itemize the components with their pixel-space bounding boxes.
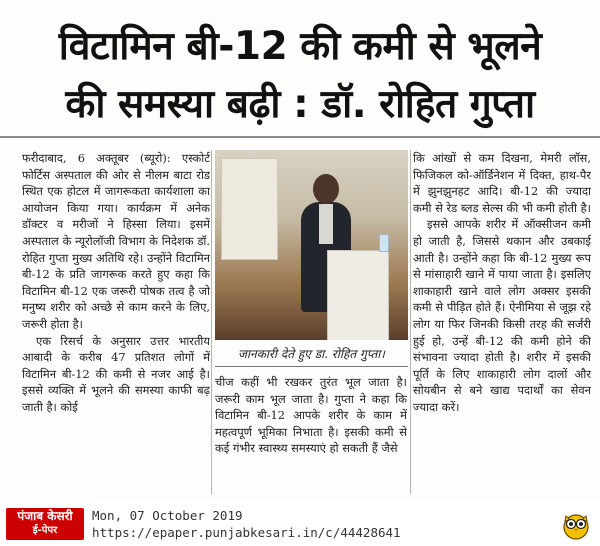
water-glass bbox=[379, 234, 389, 252]
article-column-3 bbox=[413, 150, 591, 496]
column-divider bbox=[410, 150, 411, 494]
projector-screen bbox=[221, 158, 278, 260]
podium bbox=[327, 250, 389, 340]
article-paragraph: चीज कहीं भी रखकर तुरंत भूल जाता है। जरूरी काम भूल जाता है। गुप्ता ने कहा कि विटामिन बी-12 आपके शरीर के काम में महत्वपूर्ण भूमिका निभाता है। इसकी कमी से कई गंभीर स्वास्थ्य समस्याएं हो सकती हैं जैसे bbox=[215, 375, 407, 456]
article-column-1 bbox=[22, 150, 210, 496]
article-paragraph: फरीदाबाद, 6 अक्तूबर (ब्यूरो): एस्कोर्ट फोर्टिस अस्पताल की ओर से नीलम बाटा रोड स्थित एक होटल में जागरूकता कार्यशाला का आयोजन किया गया। कार्यक्रम में अनेक डॉक्टर व मरीजों ने हिस्सा लिया। इसमें अस्पताल के न्यूरोलॉजी विभाग के निदेशक डॉ. रोहित गुप्ता मुख्य अतिथि रहे। उन्होंने विटामिन बी-12 के प्रति जागरूक करते हुए कहा कि विटामिन बी-12 एक जरूरी पोषक तत्व है जो मनुष्य शरीर को अच्छे से काम करने के लिए, जरूरी होता है। bbox=[22, 151, 210, 331]
photo-caption: जानकारी देते हुए डा. रोहित गुप्ता। bbox=[215, 342, 408, 367]
owl-icon bbox=[560, 508, 592, 540]
headline-line-2: की समस्या बढ़ी : डॉ. रोहित गुप्ता bbox=[65, 82, 535, 127]
article-url-link[interactable]: https://epaper.punjabkesari.in/c/44428641 bbox=[92, 525, 401, 540]
article-paragraph: इससे आपके शरीर में ऑक्सीजन कमी हो जाती है, जिससे थकान और उबकाई आती है। उन्होंने कहा कि बी-12 मुख्य रूप से मांसाहारी खाने में पाया जाता है। इसलिए शाकाहारी खाने वाले लोग अक्सर इसकी कमी से पीड़ित होते हैं। ऐनीमिया से जूझ रहे लोग या फिर जिनकी किसी तरह की सर्जरी हुई हो, उन्हें बी-12 की कमी होने की संभावना ज्यादा होती है। शरीर में इसकी पूर्ति के लिए शाकाहारी लोग दालों और सोयबीन से बने खाद्य पदार्थों का सेवन ज्यादा करें। bbox=[413, 217, 591, 414]
headline-line-1: विटामिन बी-12 की कमी से भूलने bbox=[58, 24, 542, 69]
column-divider bbox=[211, 150, 212, 494]
logo-title: पंजाब केसरी bbox=[17, 509, 73, 523]
headline-rule bbox=[0, 136, 600, 138]
speaker-shirt bbox=[319, 204, 333, 244]
punjab-kesari-logo[interactable] bbox=[6, 508, 84, 540]
article-photo bbox=[215, 150, 408, 340]
article-paragraph: कि आंखों से कम दिखना, मेमरी लॉस, फिजिकल को-ऑर्डिनेशन में दिक्त, हाथ-पैर में झुनझुनहट आदि। बी-12 की ज्यादा कमी से रेड ब्लड सेल्स की भी कमी होती है। bbox=[413, 151, 591, 215]
edition-date: Mon, 07 October 2019 bbox=[92, 508, 243, 523]
logo-subtitle: ई-पेपर bbox=[32, 525, 58, 536]
speaker-head bbox=[313, 174, 339, 204]
article-column-2 bbox=[215, 374, 407, 494]
article-paragraph: एक रिसर्च के अनुसार उत्तर भारतीय आबादी के करीब 47 प्रतिशत लोगों में विटामिन बी-12 की कमी से नजर आई है। इससे व्यक्ति में भूलने की समस्या काफी बढ़ जाती है। कोई bbox=[22, 333, 210, 414]
